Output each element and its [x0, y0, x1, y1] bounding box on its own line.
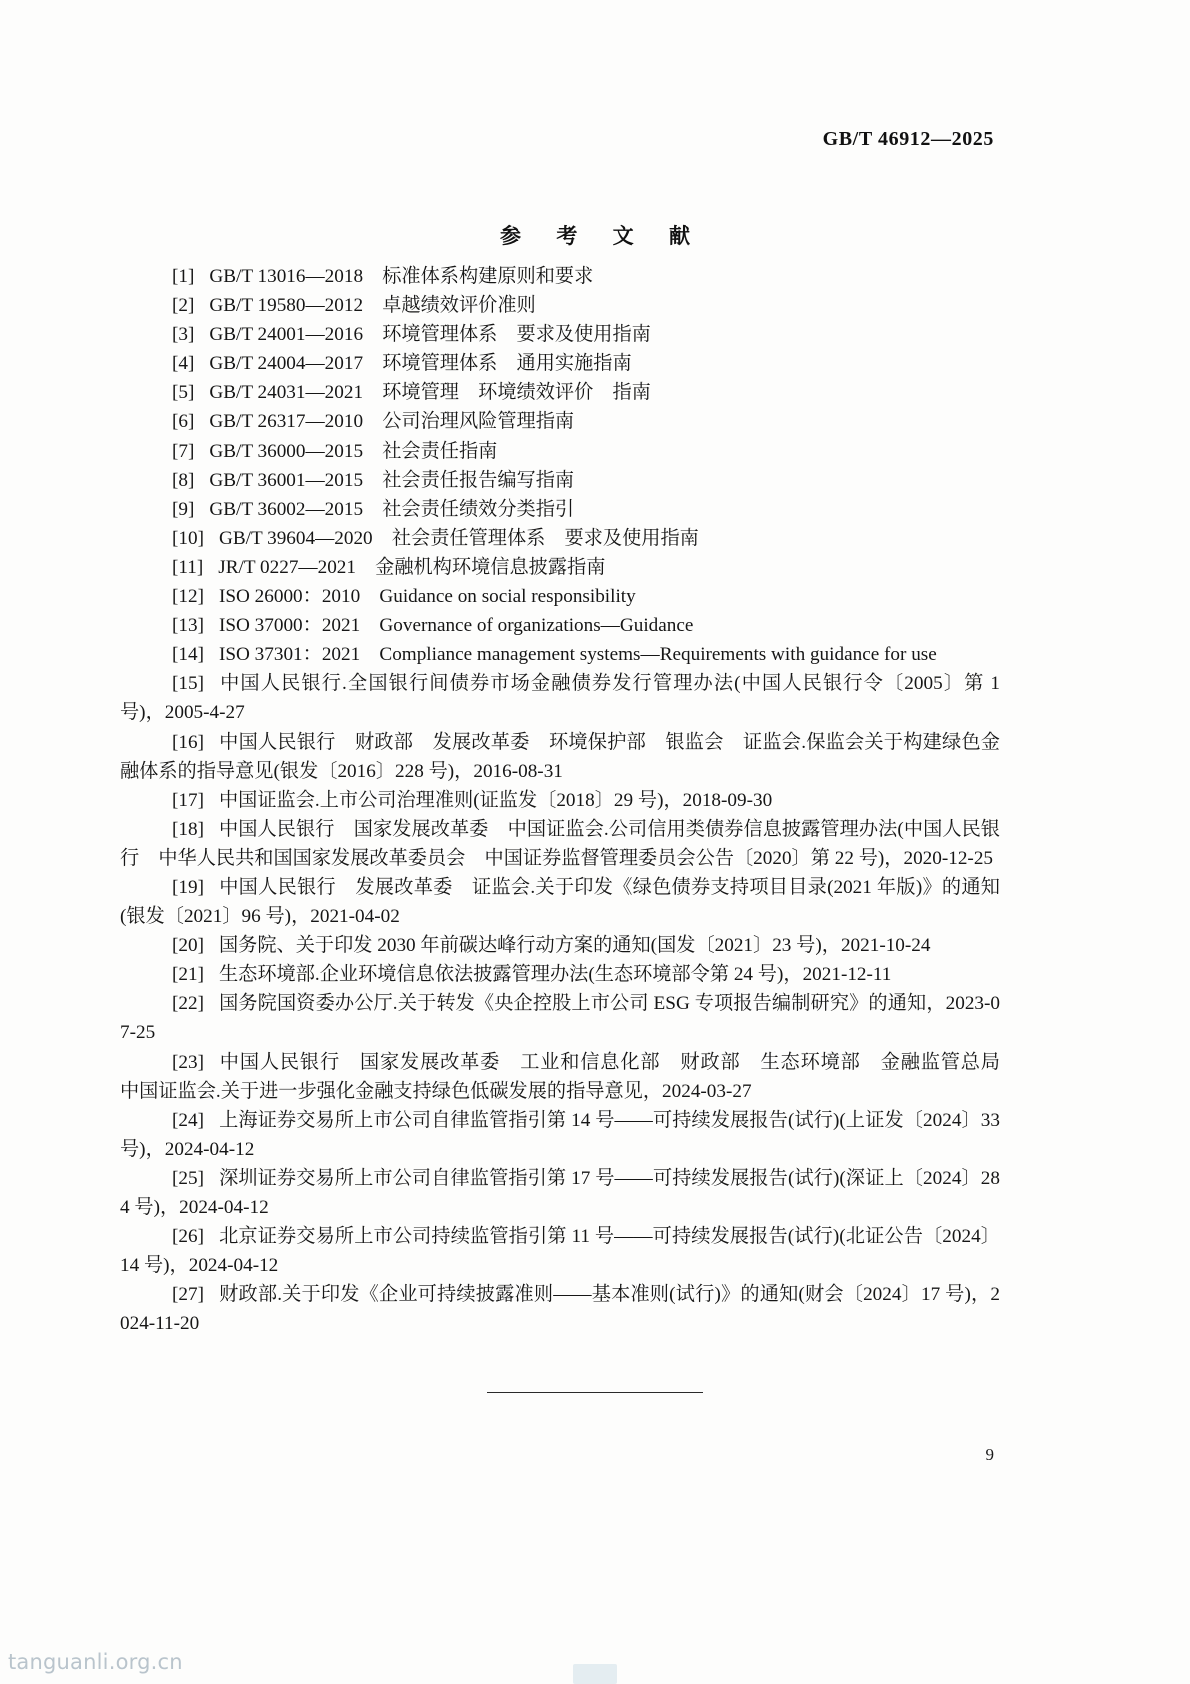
reference-text: 中国人民银行 财政部 发展改革委 环境保护部 银监会 证监会.保监会关于构建绿色金融体系的指导意见(银发〔2016〕228 号)，2016-08-31 [120, 731, 1000, 782]
reference-text: 中国人民银行 发展改革委 证监会.关于印发《绿色债券支持项目目录(2021 年版)》的通知(银发〔2021〕96 号)，2021-04-02 [120, 876, 1000, 928]
page-title: 参 考 文 献 [500, 224, 704, 248]
reference-entry [120, 786, 1000, 815]
reference-text: 生态环境部.企业环境信息依法披露管理办法(生态环境部令第 24 号)，2021-12-11 [218, 964, 892, 986]
reference-number: [6] [172, 411, 195, 433]
reference-number: [15] [172, 673, 204, 695]
page-number: 9 [985, 1445, 994, 1464]
reference-text: GB/T 36000—2015 社会责任指南 [209, 440, 498, 462]
reference-text: GB/T 13016—2018 标准体系构建原则和要求 [209, 266, 594, 287]
reference-number: [21] [172, 964, 204, 986]
reference-entry [120, 495, 1000, 524]
reference-text: GB/T 24004—2017 环境管理体系 通用实施指南 [209, 353, 632, 375]
reference-text: ISO 37000：2021 Governance of organizations—Guidance [218, 615, 694, 637]
site-watermark: tanguanli.org.cn [8, 1650, 183, 1674]
reference-text: GB/T 39604—2020 社会责任管理体系 要求及使用指南 [218, 527, 699, 549]
reference-number: [18] [172, 818, 204, 840]
reference-text: ISO 37301：2021 Compliance management systems—Requirements with guidance for use [218, 644, 937, 666]
reference-text: GB/T 36001—2015 社会责任报告编写指南 [209, 469, 575, 491]
reference-entry [120, 1280, 1000, 1338]
reference-number: [23] [172, 1051, 204, 1073]
reference-entry [120, 1048, 1020, 1106]
reference-number: [27] [172, 1284, 204, 1306]
reference-number: [7] [172, 440, 195, 462]
reference-entry [120, 931, 1000, 960]
reference-entry [120, 553, 1000, 582]
reference-text: 国务院国资委办公厅.关于转发《央企控股上市公司 ESG 专项报告编制研究》的通知，2023-07-25 [120, 993, 1000, 1044]
reference-number: [3] [172, 324, 195, 346]
reference-entry [120, 611, 1000, 640]
reference-entry [120, 524, 1000, 553]
reference-number: [2] [172, 295, 195, 317]
reference-entry [120, 1164, 1000, 1222]
reference-number: [24] [172, 1109, 204, 1131]
reference-entry [120, 1106, 1000, 1164]
reference-entry [120, 989, 1000, 1047]
reference-entry [120, 1222, 1000, 1280]
reference-text: GB/T 36002—2015 社会责任绩效分类指引 [209, 498, 575, 520]
reference-number: [8] [172, 469, 195, 491]
reference-text: 中国证监会.上市公司治理准则(证监发〔2018〕29 号)，2018-09-30 [218, 789, 773, 811]
reference-number: [9] [172, 498, 195, 520]
reference-number: [17] [172, 789, 204, 811]
reference-number: [13] [172, 615, 204, 637]
reference-number: [22] [172, 993, 204, 1015]
reference-entry [120, 815, 1000, 873]
reference-entry [120, 320, 1000, 349]
reference-text: 财政部.关于印发《企业可持续披露准则——基本准则(试行)》的通知(财会〔2024〕17 号)，2024-11-20 [120, 1284, 1000, 1335]
reference-number: [16] [172, 731, 204, 753]
reference-text: 上海证券交易所上市公司自律监管指引第 14 号——可持续发展报告(试行)(上证发〔2024〕33 号)，2024-04-12 [120, 1109, 1000, 1160]
reference-entry [120, 640, 1000, 669]
reference-text: 深圳证券交易所上市公司自律监管指引第 17 号——可持续发展报告(试行)(深证上〔2024〕284 号)，2024-04-12 [120, 1167, 1000, 1218]
reference-entry [120, 728, 1000, 786]
reference-entry [120, 262, 1000, 291]
reference-number: [1] [172, 266, 195, 287]
reference-entry [120, 437, 1000, 466]
reference-entry [120, 349, 1000, 378]
reference-list [120, 262, 1020, 1338]
reference-text: GB/T 26317—2010 公司治理风险管理指南 [209, 411, 575, 433]
reference-entry [120, 291, 1000, 320]
reference-text: 中国人民银行 国家发展改革委 工业和信息化部 财政部 生态环境部 金融监管总局 中国证监会.关于进一步强化金融支持绿色低碳发展的指导意见，2024-03-27 [120, 1051, 1020, 1102]
reference-entry [120, 960, 1000, 989]
reference-text: GB/T 24031—2021 环境管理 环境绩效评价 指南 [209, 382, 651, 404]
reference-entry [120, 873, 1000, 931]
reference-text: 国务院、关于印发 2030 年前碳达峰行动方案的通知(国发〔2021〕23 号)，2021-10-24 [218, 935, 931, 957]
reference-text: 中国人民银行 国家发展改革委 中国证监会.公司信用类债券信息披露管理办法(中国人民银行 中华人民共和国国家发展改革委员会 中国证券监督管理委员会公告〔2020〕第 22 号)，2020-12-25 [120, 818, 1000, 869]
footer-divider [487, 1392, 703, 1393]
reference-number: [19] [172, 876, 204, 898]
reference-entry [120, 582, 1000, 611]
reference-number: [20] [172, 935, 204, 957]
reference-text: 中国人民银行.全国银行间债券市场金融债券发行管理办法(中国人民银行令〔2005〕第 1 号)，2005-4-27 [120, 673, 1000, 724]
reference-entry [120, 669, 1000, 727]
reference-text: 北京证券交易所上市公司持续监管指引第 11 号——可持续发展报告(试行)(北证公告〔2024〕14 号)，2024-04-12 [120, 1226, 1000, 1277]
reference-number: [14] [172, 644, 204, 666]
reference-number: [5] [172, 382, 195, 404]
running-header [0, 128, 1190, 151]
reference-entry [120, 466, 1000, 495]
page-stamp-mark [573, 1664, 617, 1684]
reference-number: [25] [172, 1167, 204, 1189]
reference-text: GB/T 24001—2016 环境管理体系 要求及使用指南 [209, 324, 651, 346]
reference-text: GB/T 19580—2012 卓越绩效评价准则 [209, 295, 536, 317]
reference-entry [120, 378, 1000, 407]
reference-entry [120, 407, 1000, 436]
reference-number: [12] [172, 586, 204, 608]
reference-number: [10] [172, 527, 204, 549]
reference-number: [11] [172, 556, 204, 578]
reference-text: JR/T 0227—2021 金融机构环境信息披露指南 [218, 556, 606, 578]
reference-number: [4] [172, 353, 195, 375]
reference-text: ISO 26000：2010 Guidance on social responsibility [218, 586, 636, 608]
standard-number: GB/T 46912—2025 [822, 128, 994, 150]
reference-number: [26] [172, 1226, 204, 1248]
